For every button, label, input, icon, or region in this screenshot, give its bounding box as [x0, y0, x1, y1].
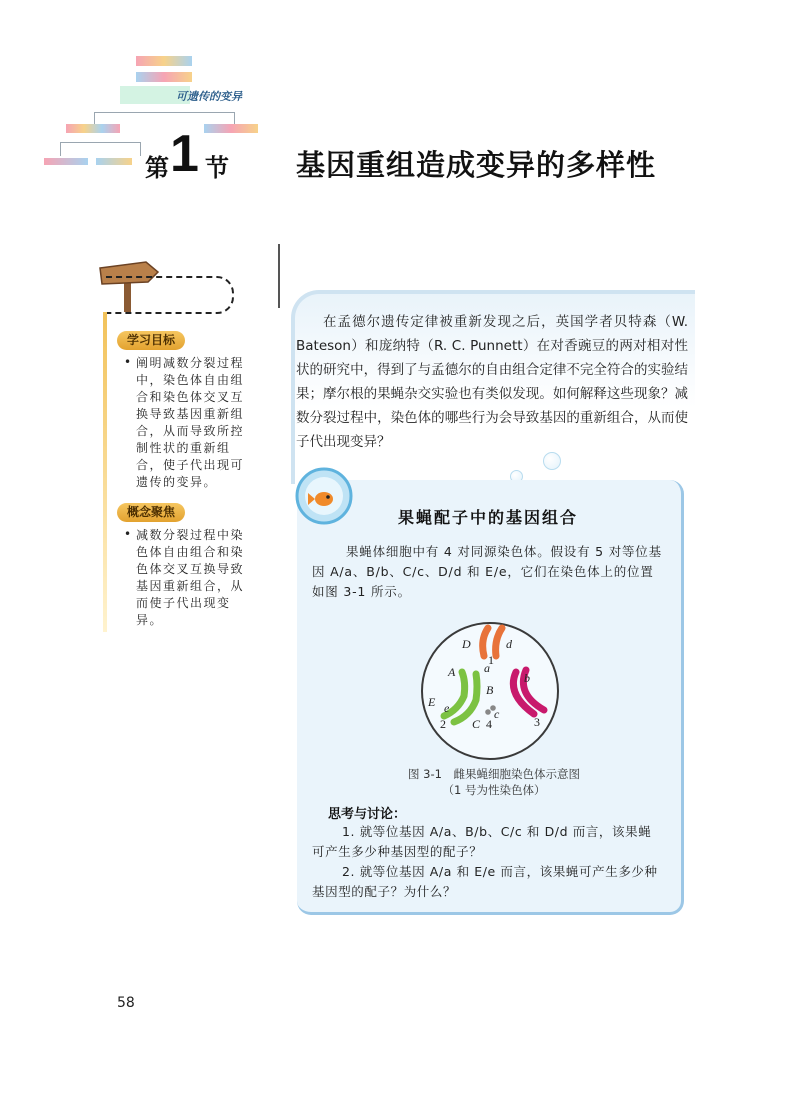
label-3: 3: [534, 715, 540, 729]
label-e: e: [444, 701, 450, 715]
figure-caption: 图 3-1 雌果蝇细胞染色体示意图: [408, 767, 580, 781]
label-b: b: [524, 671, 530, 685]
label-a: a: [484, 661, 490, 675]
sidebar-accent-bar: [103, 312, 107, 632]
chromosome-figure: [418, 620, 562, 762]
chapter-subtitle: 可遗传的变异: [176, 90, 242, 103]
sidebar-dashed-frame: [106, 276, 234, 314]
label-B: B: [486, 683, 494, 697]
divider-line: [278, 244, 280, 308]
discussion-question-1: 1. 就等位基因 A/a、B/b、C/c 和 D/d 而言，该果蝇可产生多少种基因型的配子？: [312, 824, 652, 859]
section-title: 基因重组造成变异的多样性: [296, 148, 657, 182]
section-prefix: 第: [145, 154, 169, 182]
label-A: A: [448, 665, 456, 679]
section-number: 1: [170, 125, 199, 183]
label-d: d: [506, 637, 512, 651]
discussion-title: 思考与讨论：: [328, 807, 407, 822]
bubble-decoration: [543, 452, 561, 470]
label-C: C: [472, 717, 481, 731]
goals-badge: 学习目标: [117, 331, 185, 350]
figure-caption-note: （1 号为性染色体）: [442, 783, 546, 797]
intro-paragraph: 在孟德尔遗传定律被重新发现之后，英国学者贝特森（W. Bateson）和庞纳特（R. C. Punnett）在对香豌豆的两对相对性状的研究中，得到了与孟德尔的自由组合定律不完全符合的实验结果；摩尔根的果蝇杂交实验也有类似发现。如何解释这些现象？减数分裂过程中，染色体的哪些行为会导致基因的重新组合，从而使子代出现变异？: [296, 314, 688, 450]
activity-title: 果蝇配子中的基因组合: [398, 508, 579, 527]
label-1: 1: [488, 653, 494, 667]
concept-bullet: •: [124, 527, 132, 541]
fish-bowl-icon: [294, 466, 354, 526]
goals-text: 阐明减数分裂过程中，染色体自由组合和染色体交叉互换导致基因重新组合，从而导致所控制性状的重新组合，使子代出现可遗传的变异。: [136, 356, 245, 489]
label-D: D: [462, 637, 471, 651]
activity-intro: 果蝇体细胞中有 4 对同源染色体。假设有 5 对等位基因 A/a、B/b、C/c、D/d 和 E/e，它们在染色体上的位置如图 3-1 所示。: [312, 544, 662, 599]
label-4: 4: [486, 717, 492, 731]
page-number: 58: [117, 995, 135, 1011]
header-graphic: [0, 0, 290, 170]
goals-bullet: •: [124, 355, 132, 369]
chromosome-4a: [485, 709, 491, 715]
label-c: c: [494, 707, 500, 721]
section-suffix: 节: [205, 154, 229, 182]
label-E: E: [428, 695, 436, 709]
label-2: 2: [440, 717, 446, 731]
discussion-question-2: 2. 就等位基因 A/a 和 E/e 而言，该果蝇可产生多少种基因型的配子？为什么？: [312, 864, 658, 899]
concept-text: 减数分裂过程中染色体自由组合和染色体交叉互换导致基因重新组合，从而使子代出现变异。: [136, 528, 245, 627]
concept-badge: 概念聚焦: [117, 503, 185, 522]
